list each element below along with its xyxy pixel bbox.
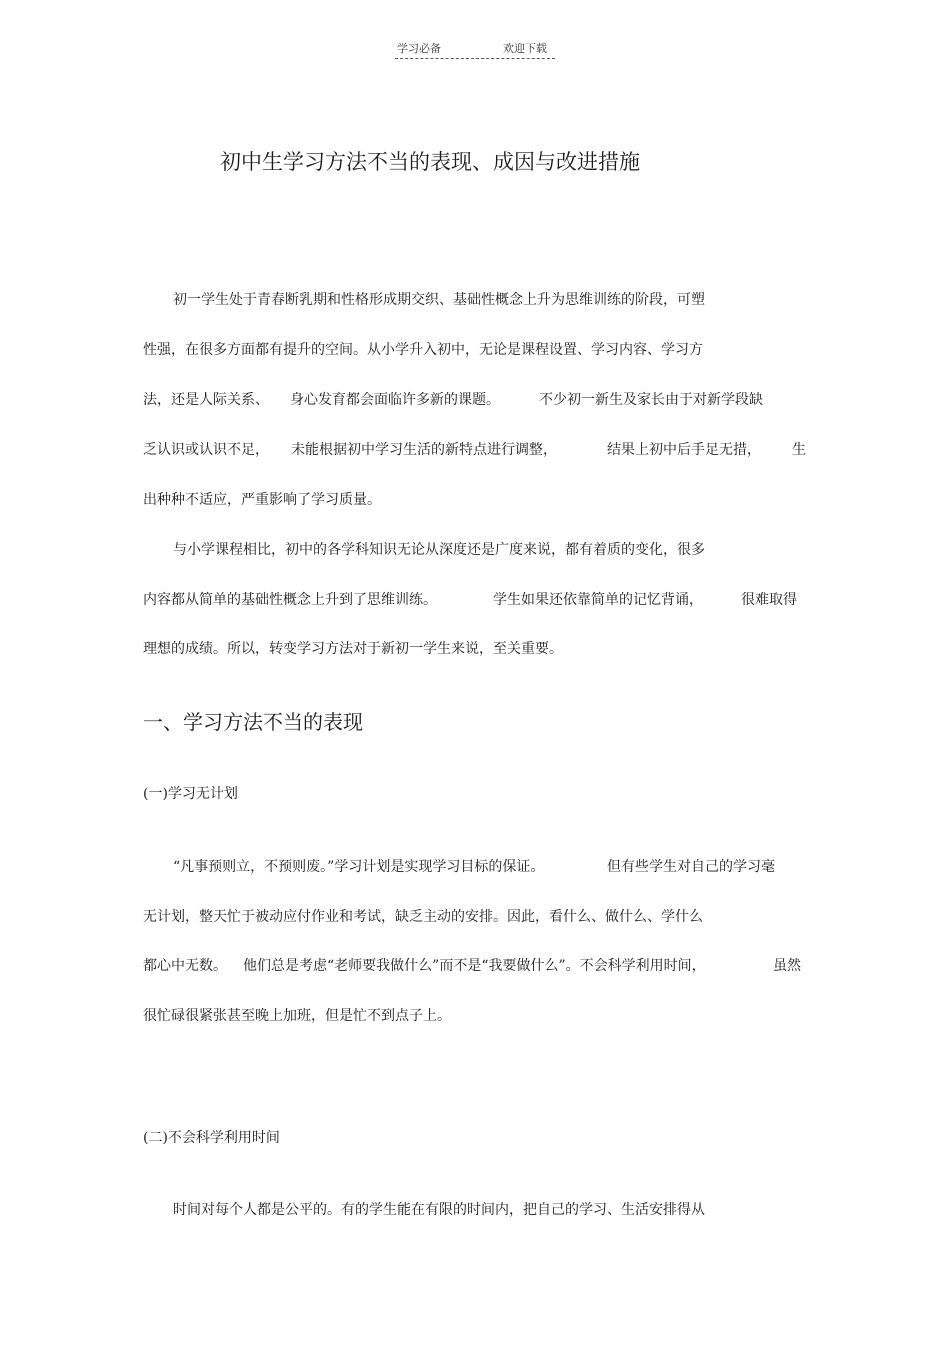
section-heading: 一、学习方法不当的表现 [143, 710, 363, 734]
header-right-text: 欢迎下载 [503, 42, 547, 55]
text-segment: 但有些学生对自己的学习毫 [607, 859, 775, 875]
text-segment: 内容都从简单的基础性概念上升到了思维训练。 [143, 592, 437, 608]
text-segment: 乏认识或认识不足， [143, 442, 269, 458]
subsection-heading: (二)不会科学利用时间 [143, 1130, 280, 1146]
text-segment: 理想的成绩。所以，转变学习方法对于新初一学生来说，至关重要。 [143, 641, 563, 657]
header-left-text: 学习必备 [397, 42, 441, 55]
text-segment: 未能根据初中学习生活的新特点进行调整， [291, 442, 557, 458]
text-segment: 出种种不适应，严重影响了学习质量。 [143, 492, 381, 508]
text-segment: 很难取得 [741, 592, 797, 608]
text-segment: 都心中无数。 [143, 958, 227, 974]
text-segment: 学生如果还依靠简单的记忆背诵， [493, 592, 703, 608]
text-segment: 身心发育都会面临许多新的课题。 [290, 392, 500, 408]
text-segment: 初一学生处于青春断乳期和性格形成期交织、基础性概念上升为思维训练的阶段，可塑 [173, 292, 705, 308]
subsection-heading: (一)学习无计划 [143, 786, 238, 802]
text-segment: 性强，在很多方面都有提升的空间。从小学升入初中，无论是课程设置、学习内容、学习方 [143, 342, 703, 358]
text-segment: 法，还是人际关系、 [143, 392, 269, 408]
text-segment: 无计划，整天忙于被动应付作业和考试，缺乏主动的安排。因此，看什么、做什么、学什么 [143, 909, 703, 925]
text-segment: 生 [792, 442, 806, 458]
document-title: 初中生学习方法不当的表现、成因与改进措施 [220, 150, 640, 174]
text-segment: 时间对每个人都是公平的。有的学生能在有限的时间内，把自己的学习、生活安排得从 [173, 1202, 705, 1218]
text-segment: 不少初一新生及家长由于对新学段缺 [539, 392, 763, 408]
text-segment: 虽然 [773, 958, 801, 974]
text-segment: 与小学课程相比，初中的各学科知识无论从深度还是广度来说，都有着质的变化，很多 [173, 542, 705, 558]
text-segment: 他们总是考虑“老师要我做什么”而不是“我要做什么”。不会科学利用时间， [243, 958, 706, 974]
text-segment: 很忙碌很紧张甚至晚上加班，但是忙不到点子上。 [143, 1008, 451, 1024]
text-segment: 结果上初中后手足无措， [607, 442, 761, 458]
text-segment: “凡事预则立，不预则废。”学习计划是实现学习目标的保证。 [173, 859, 545, 875]
page-header [395, 40, 555, 59]
